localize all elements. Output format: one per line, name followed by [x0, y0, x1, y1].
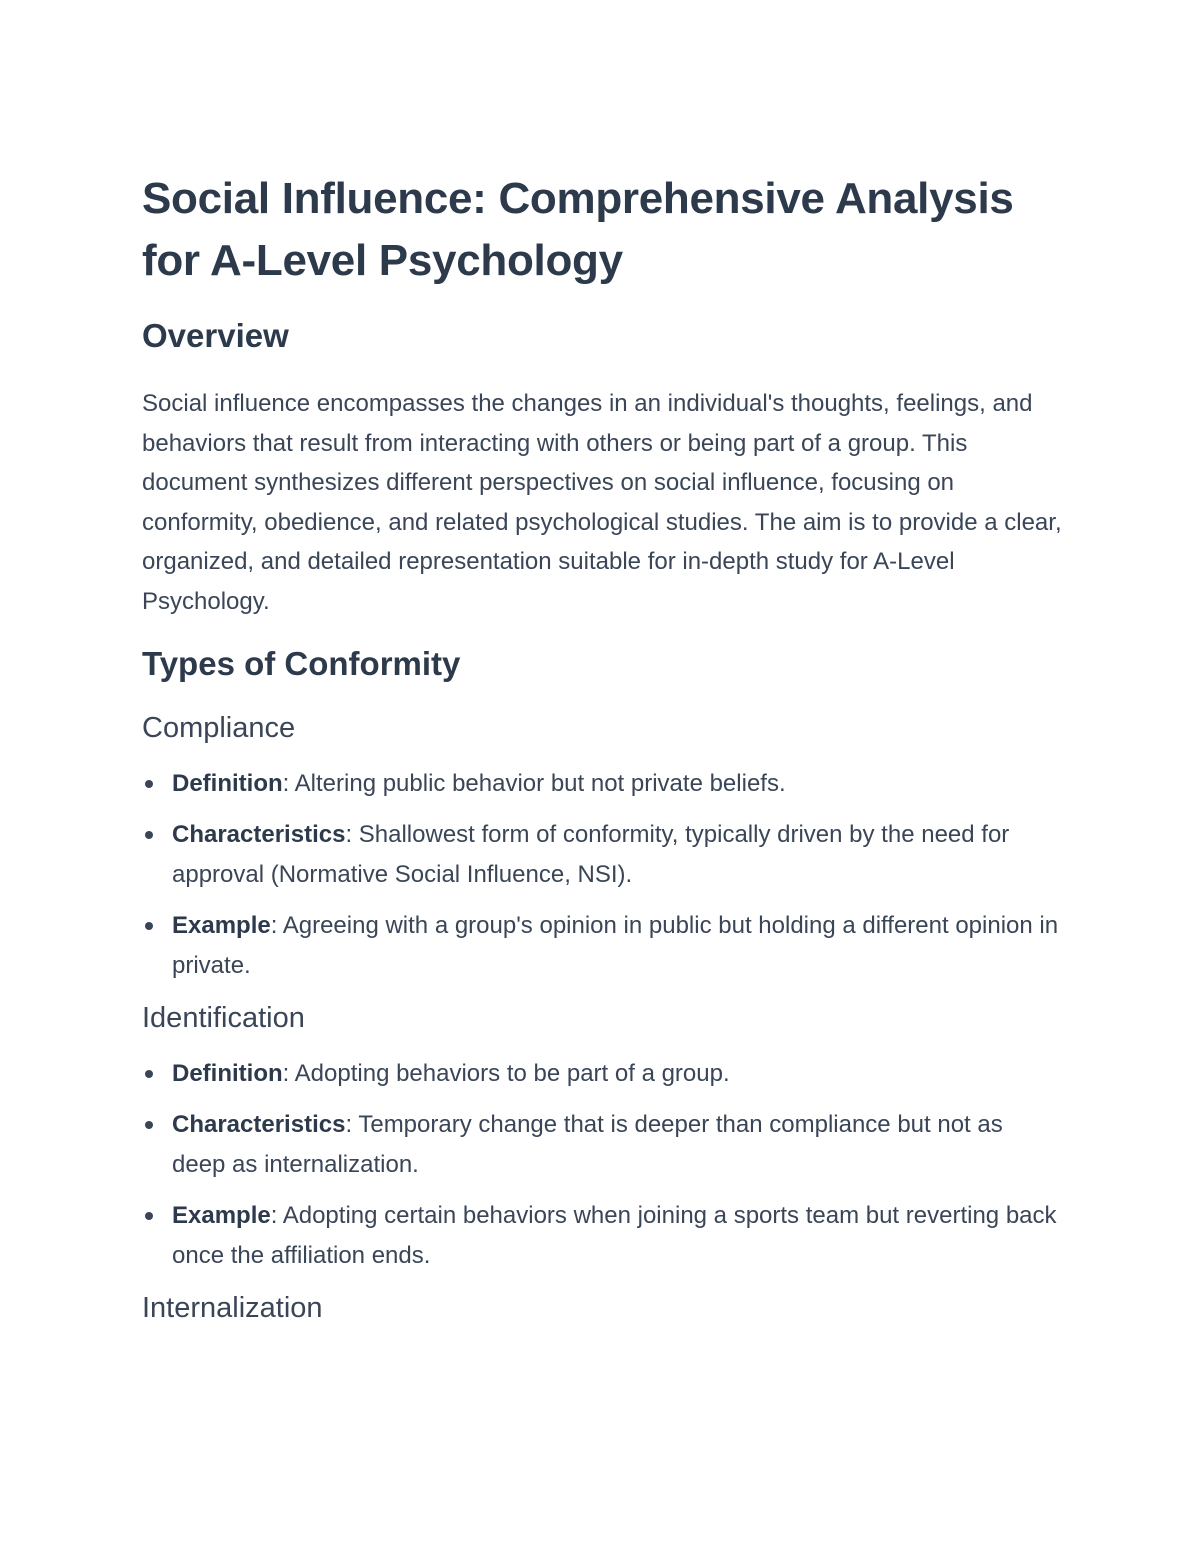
document-page: [142, 168, 1062, 1344]
internalization-section: [142, 1288, 1062, 1328]
bullet-icon: [145, 922, 153, 930]
bullet-icon: [145, 780, 153, 788]
identification-list: [142, 1054, 1062, 1276]
item-label: Definition: [172, 1059, 283, 1087]
item-text: : Altering public behavior but not private beliefs.: [282, 769, 786, 797]
item-label: Definition: [172, 769, 283, 797]
list-item: [142, 1105, 1062, 1184]
item-text: : Shallowest form of conformity, typically driven by the need for approval (Normative Social Influence, NSI).: [172, 821, 1010, 888]
list-item: [142, 815, 1062, 894]
document-title: Social Influence: Comprehensive Analysis for A-Level Psychology: [142, 174, 1014, 285]
compliance-section: [142, 708, 1062, 986]
item-label: Example: [172, 1202, 271, 1230]
overview-heading: Overview: [142, 317, 289, 354]
item-text: : Temporary change that is deeper than compliance but not as deep as internalization.: [172, 1111, 1003, 1178]
bullet-icon: [145, 1121, 153, 1129]
compliance-heading: Compliance: [142, 711, 296, 744]
list-item: [142, 1054, 1062, 1094]
types-of-conformity-heading: Types of Conformity: [142, 644, 461, 682]
compliance-list: [142, 764, 1062, 986]
identification-section: [142, 998, 1062, 1276]
list-item: [142, 906, 1062, 985]
bullet-icon: [145, 1070, 153, 1078]
item-label: Characteristics: [172, 1111, 346, 1139]
bullet-icon: [145, 831, 153, 839]
overview-paragraph: Social influence encompasses the changes in an individual's thoughts, feelings, and behaviors that result from interacting with others or being part of a group. This document synthesizes different perspectives on social influence, focusing on conformity, obedience, and related psychological studies. The aim is to provide a clear, organized, and detailed representation suitable for in-depth study for A-Level Psychology.: [142, 390, 1062, 615]
item-text: : Adopting certain behaviors when joining a sports team but reverting back once the affiliation ends.: [172, 1202, 1057, 1269]
item-text: : Adopting behaviors to be part of a group.: [282, 1059, 730, 1087]
item-label: Characteristics: [172, 821, 346, 849]
identification-heading: Identification: [142, 1001, 305, 1034]
item-label: Example: [172, 912, 271, 940]
bullet-icon: [145, 1212, 153, 1220]
item-text: : Agreeing with a group's opinion in public but holding a different opinion in private.: [172, 912, 1059, 979]
internalization-heading: Internalization: [142, 1291, 323, 1324]
list-item: [142, 764, 1062, 804]
list-item: [142, 1196, 1062, 1275]
